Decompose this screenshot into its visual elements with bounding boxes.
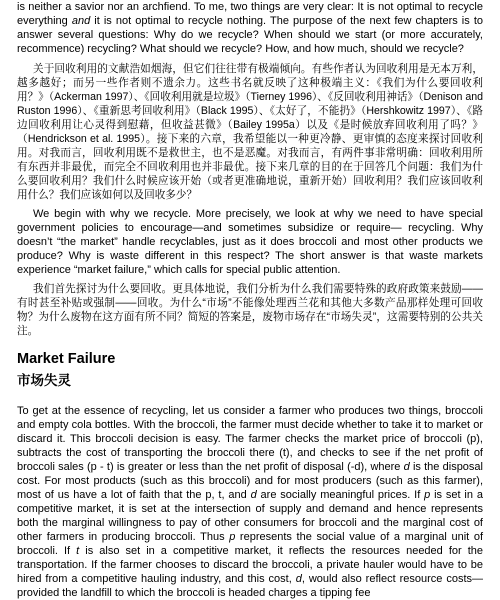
text-run: are socially meaningful prices. If	[256, 489, 425, 501]
text-run: is set in a competitive market, it is set at the intersection of supply and demand and hence represents both the marginal willingness to pay of other consumers for broccoli and the marginal cost of other farmers in producing broccoli. Thus	[17, 489, 483, 543]
section-heading: Market Failure	[17, 351, 116, 367]
italic-term: and	[71, 15, 91, 27]
paragraph-continued	[17, 0, 483, 56]
text-run: it is not optimal to recycle nothing. The purpose of the next few chapters is to answer several questions: Why do we recycle? When should we start (or more accurately, recommence) recycling? What should we recycle? How, and how much, should we recycle?	[17, 15, 483, 55]
italic-term: p	[229, 531, 236, 543]
text-run: is the disposal cost. For most products (such as this broccoli) and for most producers (such as this farmer), most of us have a lot of faith that the p, t, and	[17, 461, 483, 501]
paragraph-zh-why-recycle: 我们首先探讨为什么要回收。更具体地说，我们分析为什么我们需要特殊的政府政策来鼓励——有时甚至补贴或强制——回收。为什么“市场”不能像处理西兰花和其他大多数产品那样处理可回收物？为什么废物在这方面有所不同？简短的答案是，废物市场存在“市场失灵”，这需要特别的公共关注。	[17, 283, 483, 337]
italic-term: d	[250, 489, 257, 501]
text-run: represents the social value of a marginal unit of broccoli. If	[17, 531, 483, 557]
text-run: To get at the essence of recycling, let us consider a farmer who produces two things, broccoli and empty cola bottles. With the broccoli, the farmer must decide whether to take it to market or discard it. This broccoli decision is easy. The farmer checks the market price of broccoli (p), subtracts the cost of transporting the broccoli there (t), and checks to see if the net profit of broccoli sales (p - t) is greater or less than the net profit of disposal (-d), where	[17, 405, 483, 473]
italic-term: p	[424, 489, 431, 501]
section-heading-zh: 市场失灵	[17, 373, 71, 388]
paragraph-zh-literature: 关于回收利用的文献浩如烟海，但它们往往带有极端倾向。有些作者认为回收利用是无本万利，越多越好；而另一些作者则不遗余力。这些书名就反映了这种极端主义：《我们为什么要回收利用？》（Ackerman 1997）、《回收利用就是垃圾》（Tierney 1996）、《反回收利用神话》（Denison and Ruston 1996）、《重新思考回收利用》（Black 1995）、《太好了，不能扔》（Hershkowitz 1997）、《路边回收利用让心灵得到慰藉，但收益甚微》（Bailey 1995a）以及《是时候放弃回收利用了吗？》（Hendrickson et al. 1995）。接下来的六章，我希望能以一种更冷静、更审慎的态度来探讨回收利用。对我而言，回收利用既不是救世主，也不是恶魔。对我而言，有两件事非常明确：回收利用所有东西并非最优，而完全不回收利用也并非最优。接下来几章的目的在于回答几个问题：我们为什么要回收利用？我们什么时候应该开始（或者更准确地说，重新开始）回收利用？我们应该回收利用什么？我们应该如何以及回收多少？	[17, 63, 483, 201]
text-run: is neither a savior nor an archfiend. To me, two things are very clear: It is not optimal to recycle everything	[17, 1, 483, 27]
italic-term: t	[76, 545, 80, 557]
text-run: , would also reflect resource costs—provided the landfill to which the broccoli is headed charges a tipping fee	[17, 573, 484, 599]
paragraph-why-recycle: We begin with why we recycle. More precisely, we look at why we need to have special government policies to encourage—and sometimes subsidize or require— recycling. Why doesn’t “the market” handle recyclables, just as it does broccoli and most other products we produce? Why is waste different in this respect? The short answer is that waste markets experience “market failure,” which calls for special public attention.	[17, 208, 483, 276]
italic-term: d	[295, 573, 302, 585]
italic-term: d	[403, 461, 410, 473]
paragraph-broccoli	[17, 404, 483, 600]
text-run: is also set in a competitive market, it reflects the resources needed for the transportation. If the farmer chooses to discard the broccoli, a private hauler would have to be hired from a competitive hauling industry, and this cost,	[17, 545, 484, 585]
